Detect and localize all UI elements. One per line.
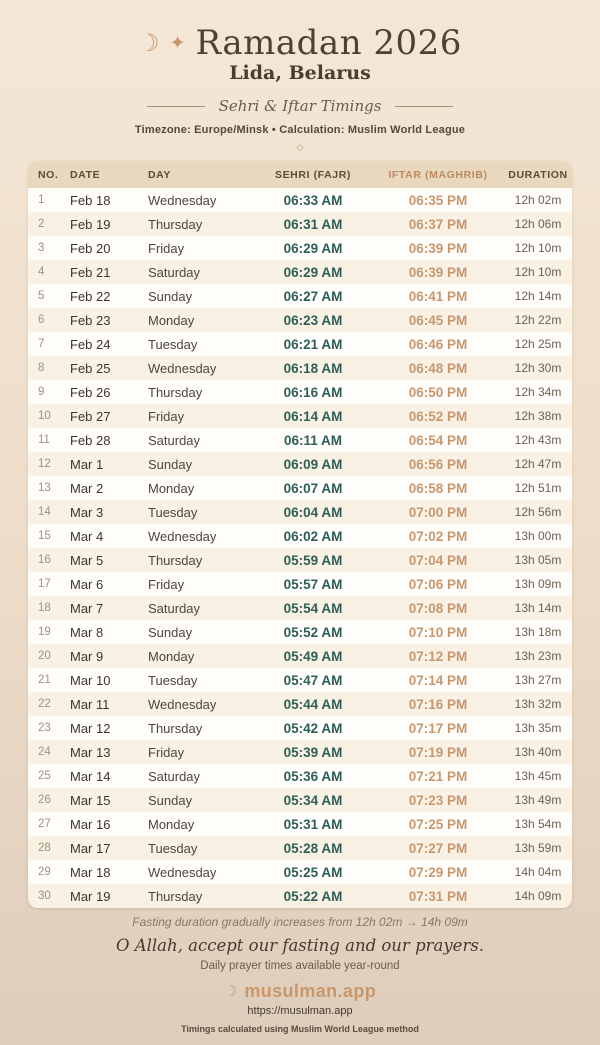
table-row bbox=[28, 572, 572, 596]
cell-day: Saturday bbox=[148, 264, 201, 280]
cell-date: Mar 10 bbox=[70, 672, 111, 688]
cell-duration: 13h 40m bbox=[514, 745, 562, 759]
table-row bbox=[28, 692, 572, 716]
cell-duration: 13h 18m bbox=[514, 625, 562, 639]
cell-duration: 12h 25m bbox=[514, 337, 562, 351]
divider-line-left bbox=[147, 106, 205, 107]
cell-day: Tuesday bbox=[148, 840, 198, 856]
table-row bbox=[28, 476, 572, 500]
cell-no: 20 bbox=[38, 650, 51, 662]
cell-sehri-time: 06:11 AM bbox=[283, 432, 343, 448]
table-row bbox=[28, 284, 572, 308]
cell-sehri-time: 06:31 AM bbox=[283, 216, 343, 232]
cell-iftar-time: 06:35 PM bbox=[408, 192, 468, 208]
cell-duration: 12h 38m bbox=[514, 409, 562, 423]
cell-day: Tuesday bbox=[148, 336, 198, 352]
cell-sehri-time: 06:16 AM bbox=[283, 384, 343, 400]
cell-date: Feb 28 bbox=[70, 432, 111, 448]
table-row bbox=[28, 380, 572, 404]
column-header-sehri: SEHRI (FAJR) bbox=[254, 161, 372, 188]
cell-iftar-time: 07:12 PM bbox=[408, 648, 468, 664]
cell-date: Feb 20 bbox=[70, 240, 111, 256]
cell-duration: 13h 05m bbox=[514, 553, 562, 567]
cell-day: Friday bbox=[148, 408, 185, 424]
cell-date: Mar 8 bbox=[70, 624, 104, 640]
subtitle-divider bbox=[0, 97, 600, 115]
cell-day: Sunday bbox=[148, 624, 193, 640]
cell-day: Monday bbox=[148, 648, 195, 664]
cell-no: 28 bbox=[38, 842, 51, 854]
table-row bbox=[28, 836, 572, 860]
column-header-date: DATE bbox=[68, 161, 146, 188]
cell-iftar-time: 06:48 PM bbox=[408, 360, 468, 376]
cell-sehri-time: 06:09 AM bbox=[283, 456, 343, 472]
cell-date: Mar 19 bbox=[70, 888, 111, 904]
table-row bbox=[28, 500, 572, 524]
cell-duration: 13h 54m bbox=[514, 817, 562, 831]
table-header-row bbox=[28, 161, 572, 188]
cell-sehri-time: 05:52 AM bbox=[283, 624, 343, 640]
cell-no: 21 bbox=[38, 674, 51, 686]
cell-iftar-time: 07:14 PM bbox=[408, 672, 468, 688]
cell-duration: 13h 09m bbox=[514, 577, 562, 591]
cell-no: 5 bbox=[38, 290, 45, 302]
table-row bbox=[28, 596, 572, 620]
cell-no: 15 bbox=[38, 530, 51, 542]
column-header-iftar: IFTAR (MAGHRIB) bbox=[372, 161, 504, 188]
table-row bbox=[28, 428, 572, 452]
cell-day: Thursday bbox=[148, 888, 203, 904]
cell-day: Wednesday bbox=[148, 192, 217, 208]
cell-duration: 14h 04m bbox=[514, 865, 562, 879]
cell-no: 16 bbox=[38, 554, 51, 566]
cell-sehri-time: 05:36 AM bbox=[283, 768, 343, 784]
cell-date: Mar 7 bbox=[70, 600, 104, 616]
cell-sehri-time: 05:42 AM bbox=[283, 720, 343, 736]
cell-sehri-time: 05:49 AM bbox=[283, 648, 343, 664]
cell-day: Saturday bbox=[148, 432, 201, 448]
table-row bbox=[28, 668, 572, 692]
table-row bbox=[28, 644, 572, 668]
location-label: Lida, Belarus bbox=[229, 62, 371, 84]
cell-day: Wednesday bbox=[148, 864, 217, 880]
cell-no: 27 bbox=[38, 818, 51, 830]
cell-no: 12 bbox=[38, 458, 51, 470]
cell-day: Saturday bbox=[148, 600, 201, 616]
page-title: Ramadan 2026 bbox=[195, 23, 462, 63]
cell-day: Friday bbox=[148, 240, 185, 256]
cell-sehri-time: 06:23 AM bbox=[283, 312, 343, 328]
cell-iftar-time: 06:39 PM bbox=[408, 240, 468, 256]
table-row bbox=[28, 332, 572, 356]
cell-sehri-time: 05:34 AM bbox=[283, 792, 343, 808]
cell-duration: 12h 02m bbox=[514, 193, 562, 207]
prayer-times-table bbox=[28, 161, 572, 908]
cell-duration: 12h 51m bbox=[514, 481, 562, 495]
cell-no: 11 bbox=[38, 434, 50, 446]
cell-date: Feb 26 bbox=[70, 384, 111, 400]
cell-no: 30 bbox=[38, 890, 51, 902]
cell-sehri-time: 05:44 AM bbox=[283, 696, 343, 712]
table-row bbox=[28, 308, 572, 332]
cell-no: 29 bbox=[38, 866, 51, 878]
table-row bbox=[28, 764, 572, 788]
duration-increase-note: Fasting duration gradually increases from 12h 02m → 14h 09m bbox=[132, 915, 468, 929]
cell-date: Mar 2 bbox=[70, 480, 104, 496]
cell-sehri-time: 05:25 AM bbox=[283, 864, 343, 880]
cell-iftar-time: 06:45 PM bbox=[408, 312, 468, 328]
cell-date: Feb 21 bbox=[70, 264, 111, 280]
cell-iftar-time: 06:50 PM bbox=[408, 384, 468, 400]
cell-iftar-time: 06:54 PM bbox=[408, 432, 468, 448]
cell-iftar-time: 07:31 PM bbox=[408, 888, 468, 904]
brand-crescent-icon: ☾ bbox=[223, 983, 238, 1000]
cell-iftar-time: 07:21 PM bbox=[408, 768, 468, 784]
cell-iftar-time: 07:29 PM bbox=[408, 864, 468, 880]
cell-day: Friday bbox=[148, 744, 185, 760]
cell-sehri-time: 05:54 AM bbox=[283, 600, 343, 616]
table-row bbox=[28, 884, 572, 908]
table-row bbox=[28, 620, 572, 644]
cell-day: Thursday bbox=[148, 720, 203, 736]
cell-day: Sunday bbox=[148, 288, 193, 304]
cell-no: 24 bbox=[38, 746, 51, 758]
brand-name: musulman.app bbox=[244, 981, 377, 1001]
cell-iftar-time: 07:17 PM bbox=[408, 720, 468, 736]
cell-duration: 13h 27m bbox=[514, 673, 562, 687]
cell-date: Mar 14 bbox=[70, 768, 111, 784]
table-row bbox=[28, 788, 572, 812]
calculation-method-note: Timings calculated using Muslim World League method bbox=[181, 1024, 419, 1034]
cell-iftar-time: 07:25 PM bbox=[408, 816, 468, 832]
cell-sehri-time: 06:29 AM bbox=[283, 264, 343, 280]
table-row bbox=[28, 236, 572, 260]
cell-iftar-time: 06:37 PM bbox=[408, 216, 468, 232]
cell-date: Mar 17 bbox=[70, 840, 111, 856]
cell-day: Thursday bbox=[148, 552, 203, 568]
cell-duration: 13h 49m bbox=[514, 793, 562, 807]
cell-sehri-time: 06:14 AM bbox=[283, 408, 343, 424]
page-header bbox=[0, 23, 600, 63]
cell-date: Feb 25 bbox=[70, 360, 111, 376]
cell-duration: 12h 10m bbox=[514, 241, 562, 255]
cell-sehri-time: 05:59 AM bbox=[283, 552, 343, 568]
cell-day: Tuesday bbox=[148, 504, 198, 520]
cell-iftar-time: 07:06 PM bbox=[408, 576, 468, 592]
table-row bbox=[28, 740, 572, 764]
table-row bbox=[28, 188, 572, 212]
cell-day: Thursday bbox=[148, 384, 203, 400]
cell-duration: 12h 34m bbox=[514, 385, 562, 399]
cell-iftar-time: 06:52 PM bbox=[408, 408, 468, 424]
cell-sehri-time: 06:07 AM bbox=[283, 480, 343, 496]
cell-sehri-time: 06:21 AM bbox=[283, 336, 343, 352]
timetable-card bbox=[28, 161, 572, 908]
cell-no: 19 bbox=[38, 626, 51, 638]
cell-no: 18 bbox=[38, 602, 51, 614]
cell-no: 9 bbox=[38, 386, 45, 398]
timezone-calculation-label: Timezone: Europe/Minsk • Calculation: Muslim World League bbox=[134, 124, 466, 136]
crescent-moon-icon: ☾ bbox=[138, 29, 160, 57]
cell-iftar-time: 06:46 PM bbox=[408, 336, 468, 352]
cell-sehri-time: 05:57 AM bbox=[283, 576, 343, 592]
cell-day: Friday bbox=[148, 576, 185, 592]
sparkle-star-icon: ✦ bbox=[169, 31, 186, 54]
divider-line-right bbox=[395, 106, 453, 107]
cell-day: Sunday bbox=[148, 792, 193, 808]
cell-iftar-time: 07:16 PM bbox=[408, 696, 468, 712]
brand-link[interactable] bbox=[0, 981, 600, 1002]
cell-iftar-time: 07:23 PM bbox=[408, 792, 468, 808]
cell-day: Wednesday bbox=[148, 696, 217, 712]
cell-duration: 12h 30m bbox=[514, 361, 562, 375]
cell-date: Feb 27 bbox=[70, 408, 111, 424]
cell-date: Mar 9 bbox=[70, 648, 104, 664]
cell-iftar-time: 06:41 PM bbox=[408, 288, 468, 304]
table-row bbox=[28, 524, 572, 548]
table-row bbox=[28, 452, 572, 476]
cell-sehri-time: 06:02 AM bbox=[283, 528, 343, 544]
cell-day: Saturday bbox=[148, 768, 201, 784]
cell-date: Feb 24 bbox=[70, 336, 111, 352]
cell-date: Mar 4 bbox=[70, 528, 104, 544]
cell-duration: 12h 22m bbox=[514, 313, 562, 327]
cell-duration: 13h 14m bbox=[514, 601, 562, 615]
cell-date: Feb 19 bbox=[70, 216, 111, 232]
cell-day: Monday bbox=[148, 480, 195, 496]
cell-sehri-time: 06:29 AM bbox=[283, 240, 343, 256]
column-header-day: DAY bbox=[146, 161, 254, 188]
table-row bbox=[28, 716, 572, 740]
cell-duration: 12h 56m bbox=[514, 505, 562, 519]
cell-day: Sunday bbox=[148, 456, 193, 472]
brand-url[interactable]: https://musulman.app bbox=[247, 1005, 353, 1017]
cell-date: Mar 13 bbox=[70, 744, 111, 760]
table-row bbox=[28, 404, 572, 428]
cell-no: 3 bbox=[38, 242, 45, 254]
subtitle-label: Sehri & Iftar Timings bbox=[218, 97, 382, 115]
cell-no: 7 bbox=[38, 338, 45, 350]
cell-sehri-time: 05:39 AM bbox=[283, 744, 343, 760]
cell-date: Mar 11 bbox=[70, 696, 110, 712]
cell-sehri-time: 05:31 AM bbox=[283, 816, 343, 832]
cell-iftar-time: 07:27 PM bbox=[408, 840, 468, 856]
cell-date: Feb 23 bbox=[70, 312, 111, 328]
cell-duration: 13h 32m bbox=[514, 697, 562, 711]
cell-no: 1 bbox=[38, 194, 45, 206]
cell-no: 17 bbox=[38, 578, 51, 590]
cell-duration: 13h 59m bbox=[514, 841, 562, 855]
table-row bbox=[28, 860, 572, 884]
cell-day: Monday bbox=[148, 312, 195, 328]
cell-sehri-time: 06:27 AM bbox=[283, 288, 343, 304]
cell-iftar-time: 06:58 PM bbox=[408, 480, 468, 496]
cell-sehri-time: 06:18 AM bbox=[283, 360, 343, 376]
cell-duration: 13h 00m bbox=[514, 529, 562, 543]
cell-no: 6 bbox=[38, 314, 45, 326]
cell-no: 22 bbox=[38, 698, 51, 710]
cell-iftar-time: 07:19 PM bbox=[408, 744, 468, 760]
cell-date: Mar 15 bbox=[70, 792, 111, 808]
cell-duration: 14h 09m bbox=[514, 889, 562, 903]
cell-no: 8 bbox=[38, 362, 45, 374]
cell-day: Wednesday bbox=[148, 528, 217, 544]
cell-duration: 12h 47m bbox=[514, 457, 562, 471]
cell-date: Mar 12 bbox=[70, 720, 111, 736]
cell-duration: 12h 06m bbox=[514, 217, 562, 231]
cell-no: 10 bbox=[38, 410, 51, 422]
availability-note: Daily prayer times available year-round bbox=[200, 960, 400, 972]
cell-no: 14 bbox=[38, 506, 51, 518]
cell-duration: 12h 10m bbox=[514, 265, 562, 279]
cell-iftar-time: 07:00 PM bbox=[408, 504, 468, 520]
cell-date: Mar 16 bbox=[70, 816, 111, 832]
cell-sehri-time: 06:04 AM bbox=[283, 504, 343, 520]
cell-duration: 12h 14m bbox=[514, 289, 562, 303]
cell-date: Feb 18 bbox=[70, 192, 111, 208]
cell-day: Monday bbox=[148, 816, 195, 832]
column-header-no: NO. bbox=[28, 161, 68, 188]
cell-date: Mar 3 bbox=[70, 504, 104, 520]
cell-sehri-time: 05:47 AM bbox=[283, 672, 343, 688]
cell-iftar-time: 07:02 PM bbox=[408, 528, 468, 544]
cell-duration: 12h 43m bbox=[514, 433, 562, 447]
cell-no: 4 bbox=[38, 266, 45, 278]
cell-date: Mar 1 bbox=[70, 456, 104, 472]
cell-day: Wednesday bbox=[148, 360, 217, 376]
table-row bbox=[28, 356, 572, 380]
table-row bbox=[28, 260, 572, 284]
cell-no: 13 bbox=[38, 482, 51, 494]
cell-date: Mar 18 bbox=[70, 864, 111, 880]
cell-date: Mar 5 bbox=[70, 552, 104, 568]
cell-iftar-time: 06:56 PM bbox=[408, 456, 468, 472]
cell-no: 2 bbox=[38, 218, 45, 230]
table-row bbox=[28, 812, 572, 836]
table-row bbox=[28, 212, 572, 236]
diamond-separator-icon: ◇ bbox=[296, 142, 304, 152]
cell-sehri-time: 06:33 AM bbox=[283, 192, 343, 208]
cell-day: Thursday bbox=[148, 216, 203, 232]
table-row bbox=[28, 548, 572, 572]
cell-duration: 13h 35m bbox=[514, 721, 562, 735]
cell-day: Tuesday bbox=[148, 672, 198, 688]
column-header-duration: DURATION bbox=[504, 161, 572, 188]
dua-quote: O Allah, accept our fasting and our prayers. bbox=[115, 936, 485, 955]
cell-no: 26 bbox=[38, 794, 51, 806]
cell-sehri-time: 05:22 AM bbox=[283, 888, 343, 904]
cell-date: Mar 6 bbox=[70, 576, 104, 592]
cell-iftar-time: 07:08 PM bbox=[408, 600, 468, 616]
cell-no: 23 bbox=[38, 722, 51, 734]
cell-duration: 13h 23m bbox=[514, 649, 562, 663]
cell-iftar-time: 07:10 PM bbox=[408, 624, 468, 640]
cell-iftar-time: 07:04 PM bbox=[408, 552, 468, 568]
cell-iftar-time: 06:39 PM bbox=[408, 264, 468, 280]
cell-duration: 13h 45m bbox=[514, 769, 562, 783]
cell-no: 25 bbox=[38, 770, 51, 782]
cell-date: Feb 22 bbox=[70, 288, 111, 304]
cell-sehri-time: 05:28 AM bbox=[283, 840, 343, 856]
